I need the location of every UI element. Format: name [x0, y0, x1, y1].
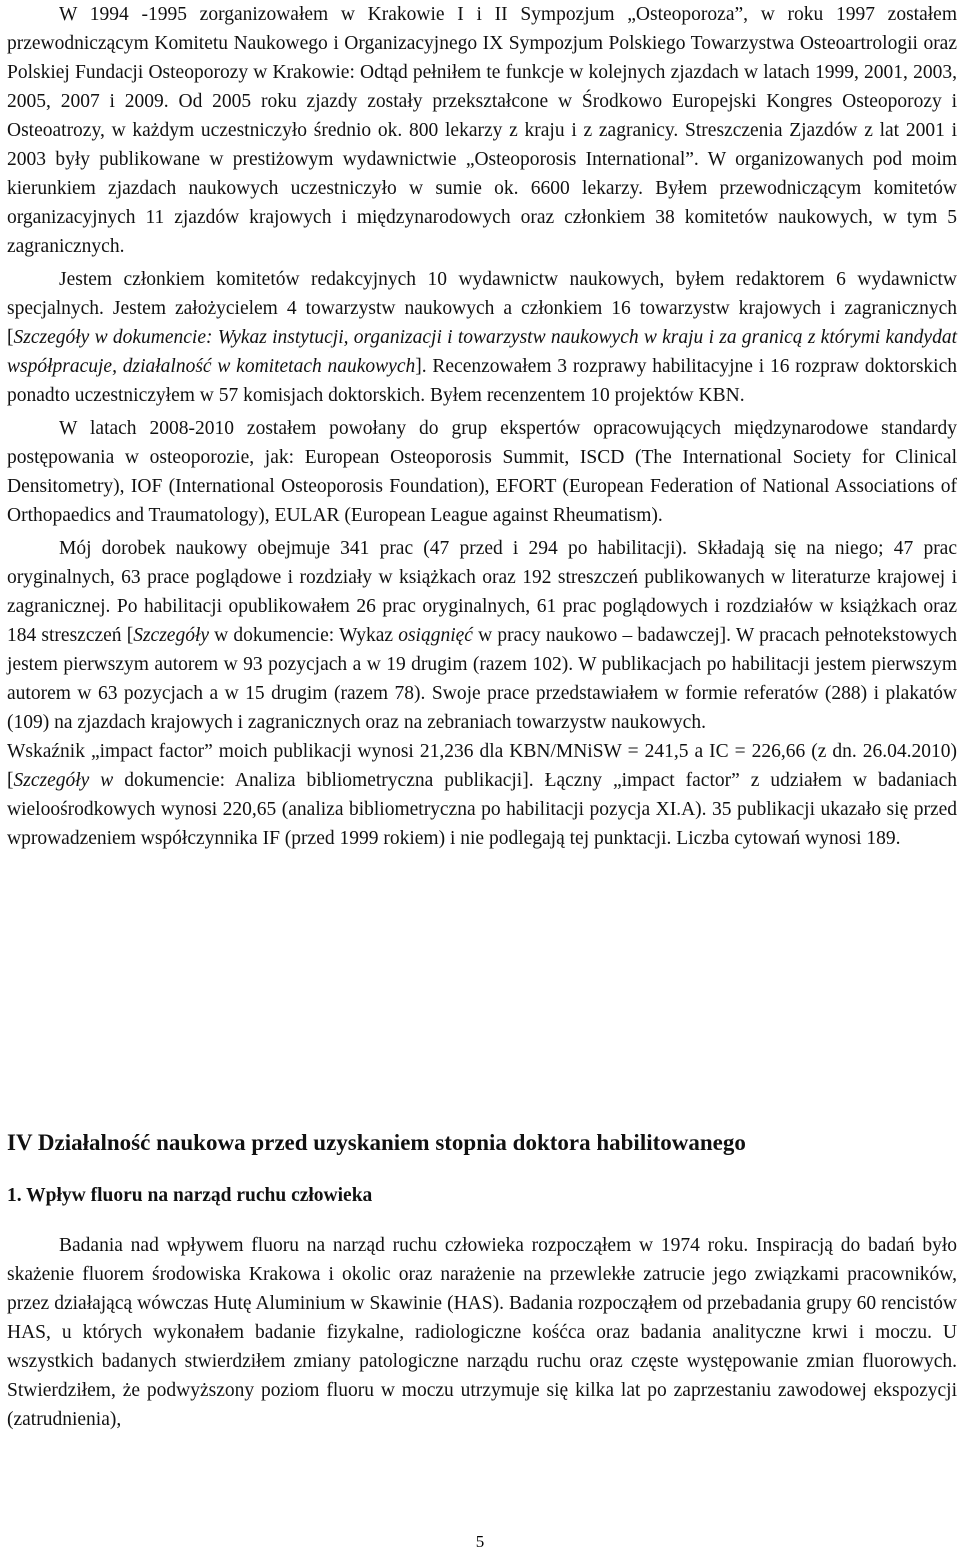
- paragraph-editorial: Jestem członkiem komitetów redakcyjnych 10 wydawnictw naukowych, byłem redaktorem 6 wydawnictw specjalnych. Jestem założycielem 4 towarzystw naukowych a członkiem 16 towarzystw krajowych i zagranicznych [Szczegóły w dokumencie: Wykaz instytucji, organizacji i towarzystw naukowych w kraju i za granicą z którymi kandydat współpracuje, działalność w komitetach naukowych]. Recenzowałem 3 rozprawy habilitacyjne i 16 rozpraw doktorskich ponadto uczestniczyłem w 57 komisjach doktorskich. Byłem recenzentem 10 projektów KBN.: [7, 269, 957, 406]
- paragraph-impact-factor: Wskaźnik „impact factor” moich publikacji wynosi 21,236 dla KBN/MNiSW = 241,5 a IC = 226,66 (z dn. 26.04.2010) [Szczegóły w dokumencie: Analiza bibliometryczna publikacji]. Łączny „impact factor” z udziałem w badaniach wieloośrodkowych wynosi 220,65 (analiza bibliometryczna po habilitacji pozycja XI.A). 35 publikacji ukazało się przed wprowadzeniem współczynnika IF (przed 1999 rokiem) i nie podlegają tej punktacji. Liczba cytowań wynosi 189.: [7, 741, 957, 849]
- paragraph-experts: W latach 2008-2010 zostałem powołany do grup ekspertów opracowujących międzynarodowe standardy postępowania w osteoporozie, jak: European Osteoporosis Summit, ISCD (The International Society for Clinical Densitometry), IOF (International Osteoporosis Foundation), EFORT (European Federation of National Associations of Orthopaedics and Traumatology), EULAR (European League against Rheumatism).: [7, 418, 957, 526]
- paragraph-fluorine: Badania nad wpływem fluoru na narząd ruchu człowieka rozpocząłem w 1974 roku. Inspiracją do badań było skażenie fluorem środowiska Krakowa i okolic oraz narażenie na przewlekłe zatrucie jego związkami pracowników, przez działającą wówczas Hutę Aluminium w Skawinie (HAS). Badania rozpocząłem od przebadania grupy 60 rencistów HAS, u których wykonałem badanie fizykalne, radiologiczne kośćca oraz badania analityczne krwi i moczu. U wszystkich badanych stwierdziłem zmiany patologiczne narządu ruchu oraz częste występowanie zmian fluorowych. Stwierdziłem, że podwyższony poziom fluoru w moczu utrzymuje się kilka lat po zaprzestaniu zawodowej ekspozycji (zatrudnienia),: [7, 1235, 957, 1430]
- paragraph-symposia: W 1994 -1995 zorganizowałem w Krakowie I i II Sympozjum „Osteoporoza”, w roku 1997 zostałem przewodniczącym Komitetu Naukowego i Organizacyjnego IX Sympozjum Polskiego Towarzystwa Osteoartrologii oraz Polskiej Fundacji Osteoporozy w Krakowie: Odtąd pełniłem te funkcje w kolejnych zjazdach w latach 1999, 2001, 2003, 2005, 2007 i 2009. Od 2005 roku zjazdy zostały przekształcone w Środkowo Europejski Kongres Osteoporozy i Osteoatrozy, w każdym uczestniczyło średnio ok. 800 lekarzy z kraju i z zagranicy. Streszczenia Zjazdów z lat 2001 i 2003 były publikowane w prestiżowym wydawnictwie „Osteoporosis International”. W organizowanych pod moim kierunkiem zjazdach naukowych uczestniczyło w sumie ok. 6600 lekarzy. Byłem przewodniczącym komitetów organizacyjnych 11 zjazdów krajowych i międzynarodowych oraz członkiem 38 komitetów naukowych, w tym 5 zagranicznych.: [7, 4, 957, 257]
- section-title: IV Działalność naukowa przed uzyskaniem stopnia doktora habilitowanego: [7, 1130, 746, 1155]
- paragraph-output: Mój dorobek naukowy obejmuje 341 prac (47 przed i 294 po habilitacji). Składają się na niego; 47 prac oryginalnych, 63 prace poglądowe i rozdziały w książkach oraz 192 streszczeń publikowanych w literaturze krajowej i zagranicznej. Po habilitacji opublikowałem 26 prac oryginalnych, 61 prac poglądowych i rozdziałów w książkach oraz 184 streszczeń [Szczegóły w dokumencie: Wykaz osiągnięć w pracy naukowo – badawczej]. W pracach pełnotekstowych jestem pierwszym autorem w 93 pozycjach a w 19 drugim (razem 102). W publikacjach po habilitacji jestem pierwszym autorem w 63 pozycjach a w 15 drugim (razem 78). Swoje prace przedstawiałem w formie referatów (288) i plakatów (109) na zjazdach krajowych i zagranicznych oraz na zebraniach towarzystw naukowych.: [7, 538, 957, 733]
- subsection-title: 1. Wpływ fluoru na narząd ruchu człowieka: [7, 1185, 373, 1206]
- body-text-top: [7, 0, 957, 853]
- page-number: 5: [475, 1532, 485, 1551]
- body-text-bottom: [7, 1231, 957, 1434]
